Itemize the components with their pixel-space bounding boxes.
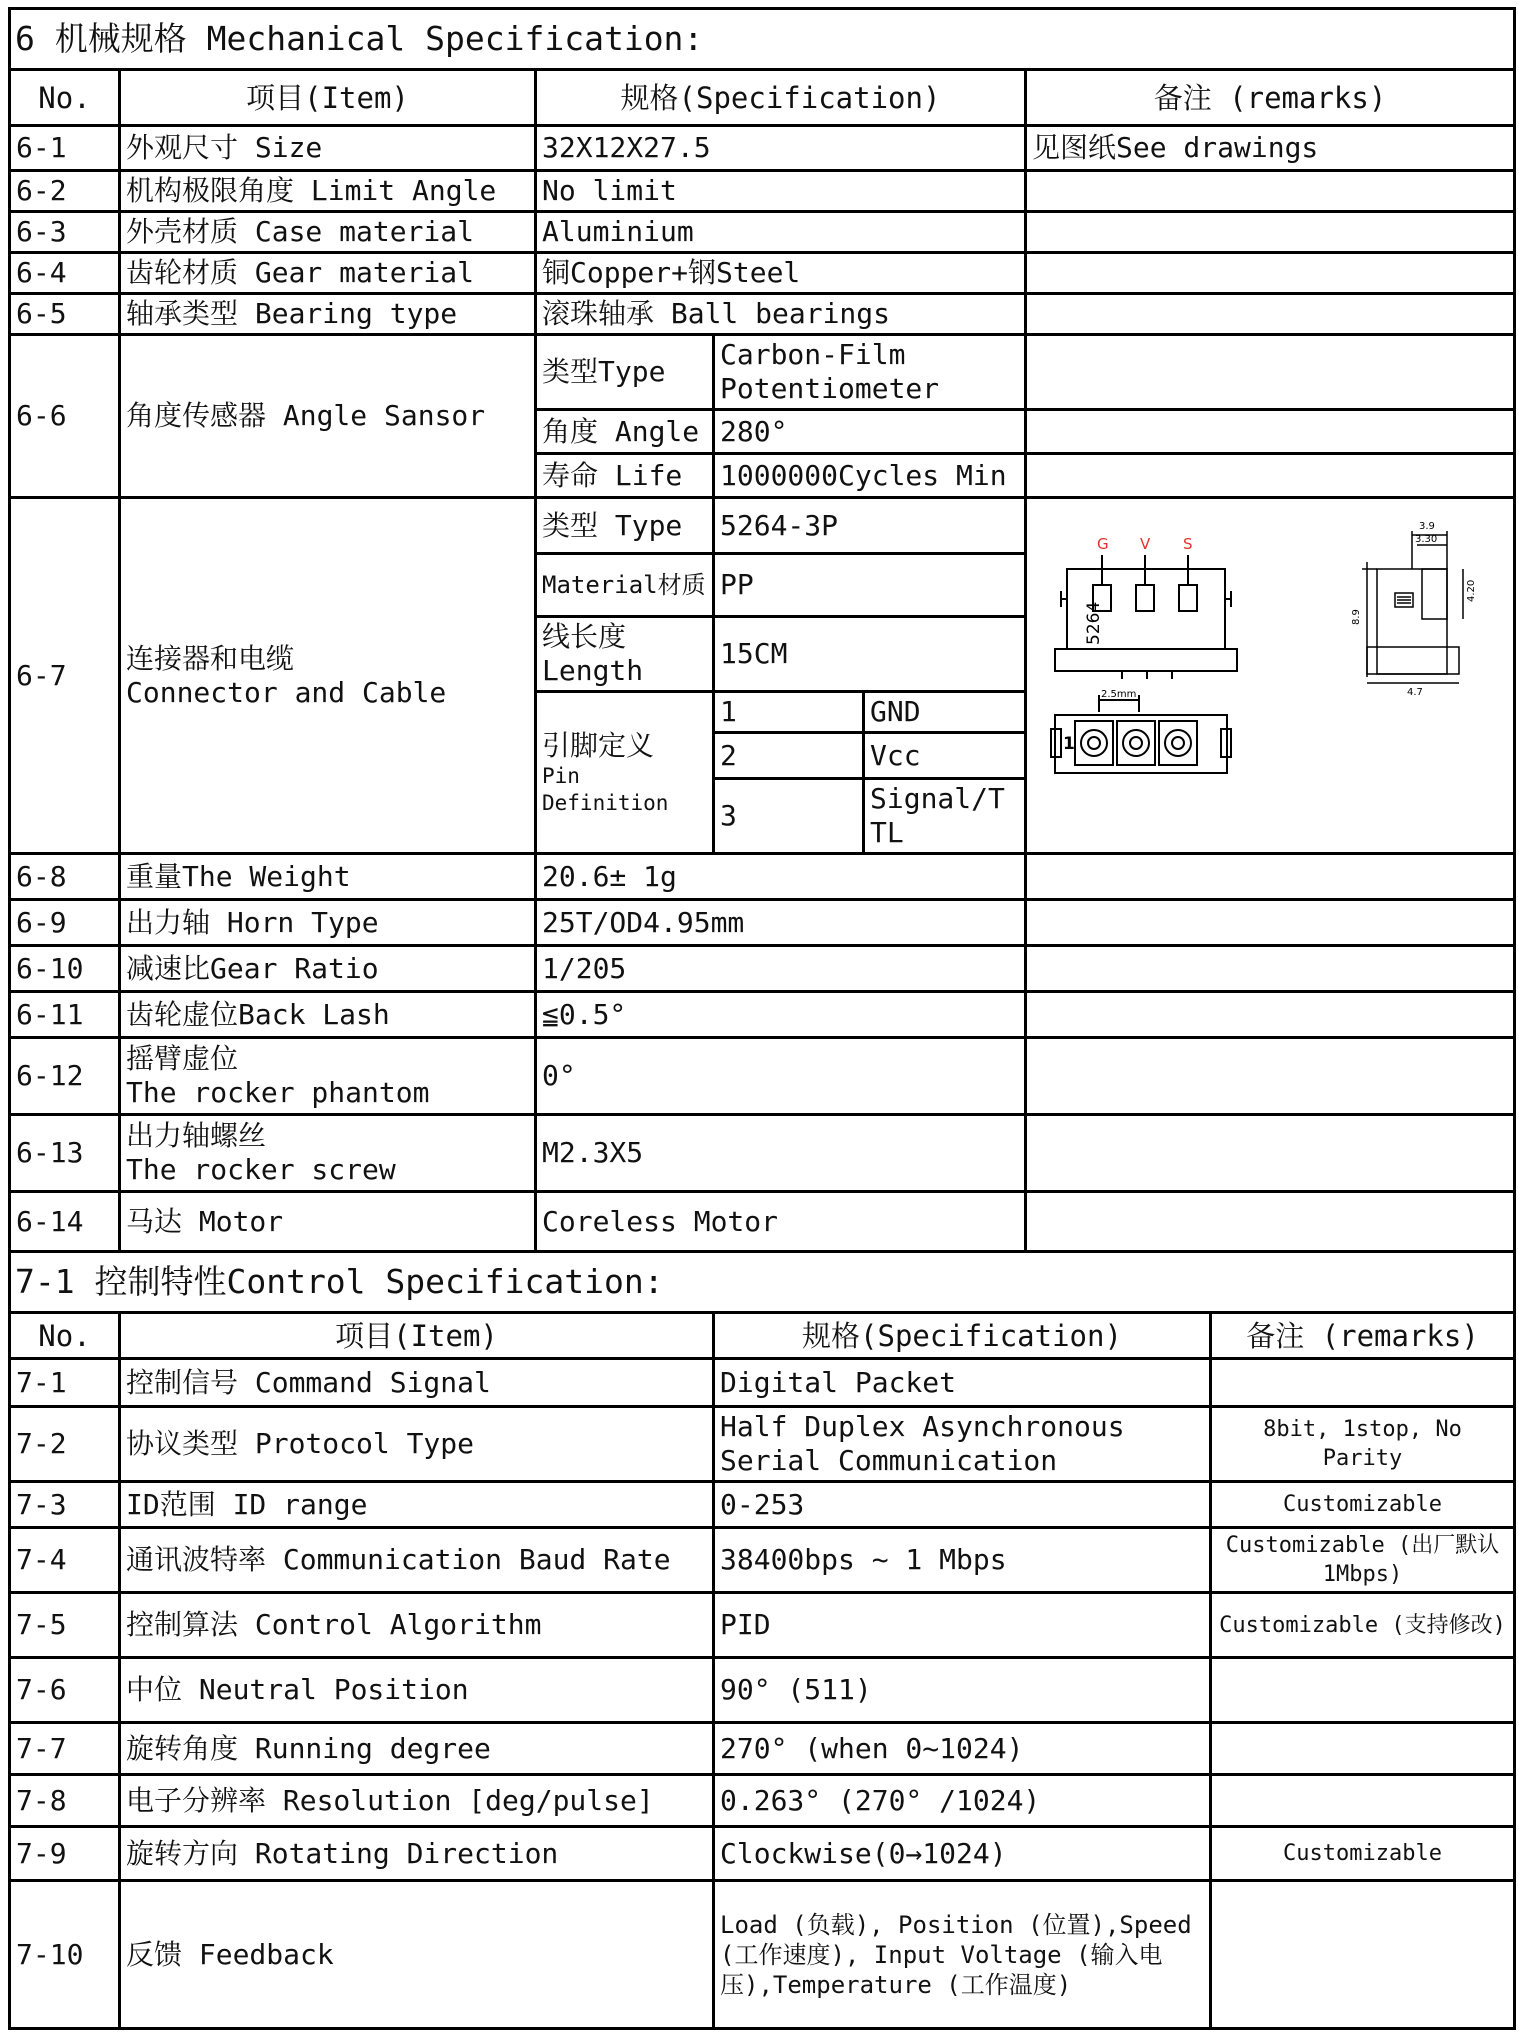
row-remarks: Customizable (出厂默认1Mbps) (1211, 1528, 1515, 1593)
row-item: 减速比Gear Ratio (120, 946, 536, 992)
dim-39: 3.9 (1419, 520, 1435, 532)
table-row (10, 1115, 1515, 1192)
connector-drawing (1026, 498, 1515, 854)
col-header-no: No. (10, 1313, 120, 1359)
row-spec: 0.263° (270° /1024) (714, 1775, 1211, 1827)
dim-330: 3.30 (1415, 533, 1438, 545)
col-header-item: 项目(Item) (120, 70, 536, 126)
row-item: 机构极限角度 Limit Angle (120, 171, 536, 212)
row-no: 6-12 (10, 1038, 120, 1115)
row-remarks (1211, 1881, 1515, 2029)
row-spec: No limit (536, 171, 1026, 212)
connector-length-label: 线长度 Length (536, 617, 714, 692)
table-row (10, 900, 1515, 946)
row-item: 出力轴 Horn Type (120, 900, 536, 946)
rocker-phantom-cn: 摇臂虚位 (126, 1042, 239, 1075)
col-header-spec: 规格(Specification) (536, 70, 1026, 126)
row-item: 中位 Neutral Position (120, 1658, 714, 1723)
col-header-item: 项目(Item) (120, 1313, 714, 1359)
rocker-screw-en: The rocker screw (126, 1153, 396, 1186)
pin-1-marker: 1 (1063, 733, 1075, 754)
connector-drawing-svg (1027, 507, 1512, 837)
row-spec: 0-253 (714, 1482, 1211, 1528)
pin-name: GND (864, 692, 1026, 733)
row-remarks (1026, 171, 1515, 212)
row-remarks (1026, 946, 1515, 992)
connector-side-view (1362, 531, 1463, 683)
row-no: 7-2 (10, 1407, 120, 1482)
part-number-label: 5264 (1084, 601, 1104, 645)
pin-name: Vcc (864, 733, 1026, 779)
table-row (10, 1881, 1515, 2029)
col-header-no: No. (10, 70, 120, 126)
row-no: 6-8 (10, 854, 120, 900)
row-spec: 0° (536, 1038, 1026, 1115)
connector-item-en: Connector and Cable (126, 675, 447, 709)
connector-bottom-view (1051, 695, 1231, 773)
row-no: 7-4 (10, 1528, 120, 1593)
row-no: 7-9 (10, 1827, 120, 1881)
connector-length-value: 15CM (714, 617, 1026, 692)
row-no: 6-3 (10, 212, 120, 253)
row-no: 6-4 (10, 253, 120, 294)
row-no: 7-6 (10, 1658, 120, 1723)
connector-type-label: 类型 Type (536, 498, 714, 554)
row-item: 重量The Weight (120, 854, 536, 900)
row-no: 6-1 (10, 126, 120, 171)
connector-front-view (1055, 555, 1237, 679)
rocker-screw-cn: 出力轴螺丝 (126, 1119, 267, 1152)
table-row (10, 253, 1515, 294)
row-spec: 20.6± 1g (536, 854, 1026, 900)
row-remarks (1026, 294, 1515, 335)
control-spec-table (8, 1250, 1516, 2030)
table-row (10, 498, 1515, 554)
table-row (10, 1593, 1515, 1658)
row-remarks (1211, 1775, 1515, 1827)
row-item: 反馈 Feedback (120, 1881, 714, 2029)
table-row (10, 946, 1515, 992)
table-row (10, 212, 1515, 253)
row-remarks (1026, 992, 1515, 1038)
row-remarks (1026, 1115, 1515, 1192)
table-row (10, 1482, 1515, 1528)
row-spec: 38400bps ~ 1 Mbps (714, 1528, 1211, 1593)
row-remarks: Customizable (支持修改) (1211, 1593, 1515, 1658)
row-spec: Aluminium (536, 212, 1026, 253)
mechanical-spec-table (8, 7, 1516, 1253)
row-remarks (1026, 212, 1515, 253)
sensor-type-value: Carbon-Film Potentiometer (714, 335, 1026, 410)
row-spec: Clockwise(0→1024) (714, 1827, 1211, 1881)
row-remarks: 见图纸See drawings (1026, 126, 1515, 171)
row-no: 6-9 (10, 900, 120, 946)
dim-25: 2.5mm (1101, 688, 1137, 700)
dim-420: 4.20 (1466, 579, 1477, 602)
table-row (10, 126, 1515, 171)
row-remarks: 8bit, 1stop, No Parity (1211, 1407, 1515, 1482)
pin-s-label: S (1183, 534, 1193, 553)
row-remarks (1026, 900, 1515, 946)
pin-number: 3 (714, 779, 864, 854)
connector-material-label: Material材质 (536, 554, 714, 617)
row-no: 7-3 (10, 1482, 120, 1528)
pin-definition-en: Pin Definition (542, 763, 669, 815)
col-header-remarks: 备注 (remarks) (1211, 1313, 1515, 1359)
row-item: 外壳材质 Case material (120, 212, 536, 253)
rocker-phantom-en: The rocker phantom (126, 1076, 430, 1109)
row-remarks (1026, 253, 1515, 294)
row-remarks: Customizable (1211, 1482, 1515, 1528)
row-remarks: Customizable (1211, 1827, 1515, 1881)
row-spec: PID (714, 1593, 1211, 1658)
row-item: 电子分辨率 Resolution [deg/pulse] (120, 1775, 714, 1827)
connector-material-value: PP (714, 554, 1026, 617)
row-spec: 270° (when 0~1024) (714, 1723, 1211, 1775)
row-item: 协议类型 Protocol Type (120, 1407, 714, 1482)
row-spec: Coreless Motor (536, 1192, 1026, 1252)
table-row (10, 1192, 1515, 1252)
pin-definition-label (536, 692, 714, 854)
row-item (120, 1115, 536, 1192)
row-item (120, 498, 536, 854)
col-header-remarks: 备注 (remarks) (1026, 70, 1515, 126)
row-no: 6-7 (10, 498, 120, 854)
row-item: 控制算法 Control Algorithm (120, 1593, 714, 1658)
row-item: 齿轮虚位Back Lash (120, 992, 536, 1038)
mechanical-section-title: 6 机械规格 Mechanical Specification: (10, 9, 1515, 70)
table-row (10, 1658, 1515, 1723)
sensor-angle-label: 角度 Angle (536, 410, 714, 454)
table-row (10, 1038, 1515, 1115)
row-spec: ≦0.5° (536, 992, 1026, 1038)
control-section-title: 7-1 控制特性Control Specification: (10, 1252, 1515, 1313)
row-spec: 铜Copper+钢Steel (536, 253, 1026, 294)
row-item: 马达 Motor (120, 1192, 536, 1252)
table-row (10, 1407, 1515, 1482)
row-spec: Digital Packet (714, 1359, 1211, 1407)
table-row (10, 1723, 1515, 1775)
row-spec: Half Duplex Asynchronous Serial Communication (714, 1407, 1211, 1482)
row-spec: M2.3X5 (536, 1115, 1026, 1192)
row-item: 旋转方向 Rotating Direction (120, 1827, 714, 1881)
dim-47: 4.7 (1407, 686, 1423, 698)
table-row (10, 854, 1515, 900)
col-header-spec: 规格(Specification) (714, 1313, 1211, 1359)
row-no: 6-6 (10, 335, 120, 498)
row-no: 7-1 (10, 1359, 120, 1407)
row-remarks (1026, 1038, 1515, 1115)
table-row (10, 335, 1515, 410)
row-spec: 1/205 (536, 946, 1026, 992)
row-no: 7-10 (10, 1881, 120, 2029)
row-no: 6-14 (10, 1192, 120, 1252)
row-item: ID范围 ID range (120, 1482, 714, 1528)
row-no: 6-11 (10, 992, 120, 1038)
row-no: 7-7 (10, 1723, 120, 1775)
row-item: 齿轮材质 Gear material (120, 253, 536, 294)
pin-v-label: V (1140, 534, 1151, 553)
table-row (10, 1528, 1515, 1593)
pin-definition-cn: 引脚定义 (542, 728, 655, 762)
pin-number: 2 (714, 733, 864, 779)
connector-type-value: 5264-3P (714, 498, 1026, 554)
row-remarks (1211, 1658, 1515, 1723)
row-spec: 25T/OD4.95mm (536, 900, 1026, 946)
row-spec: Load (负载), Position (位置),Speed (工作速度), Input Voltage (输入电压),Temperature (工作温度) (714, 1881, 1211, 2029)
pin-number: 1 (714, 692, 864, 733)
table-row (10, 294, 1515, 335)
connector-item-cn: 连接器和电缆 (126, 641, 295, 675)
row-no: 6-2 (10, 171, 120, 212)
row-no: 7-8 (10, 1775, 120, 1827)
table-row (10, 1775, 1515, 1827)
row-item (120, 1038, 536, 1115)
sensor-life-label: 寿命 Life (536, 454, 714, 498)
row-item: 通讯波特率 Communication Baud Rate (120, 1528, 714, 1593)
row-spec: 滚珠轴承 Ball bearings (536, 294, 1026, 335)
row-spec: 32X12X27.5 (536, 126, 1026, 171)
table-row (10, 1827, 1515, 1881)
pin-g-label: G (1097, 534, 1109, 553)
sensor-angle-value: 280° (714, 410, 1026, 454)
row-remarks (1026, 1192, 1515, 1252)
row-spec: 90° (511) (714, 1658, 1211, 1723)
spec-sheet (8, 7, 1513, 2030)
row-item: 外观尺寸 Size (120, 126, 536, 171)
sensor-type-label: 类型Type (536, 335, 714, 410)
row-no: 7-5 (10, 1593, 120, 1658)
row-item: 角度传感器 Angle Sansor (120, 335, 536, 498)
table-row (10, 992, 1515, 1038)
row-remarks (1211, 1723, 1515, 1775)
dim-89: 8.9 (1351, 608, 1362, 625)
pin-name: Signal/TTL (864, 779, 1026, 854)
sensor-life-value: 1000000Cycles Min (714, 454, 1026, 498)
row-no: 6-5 (10, 294, 120, 335)
table-row (10, 171, 1515, 212)
row-item: 轴承类型 Bearing type (120, 294, 536, 335)
table-row (10, 1359, 1515, 1407)
row-item: 控制信号 Command Signal (120, 1359, 714, 1407)
row-no: 6-13 (10, 1115, 120, 1192)
row-no: 6-10 (10, 946, 120, 992)
row-item: 旋转角度 Running degree (120, 1723, 714, 1775)
row-remarks (1026, 854, 1515, 900)
row-remarks (1211, 1359, 1515, 1407)
